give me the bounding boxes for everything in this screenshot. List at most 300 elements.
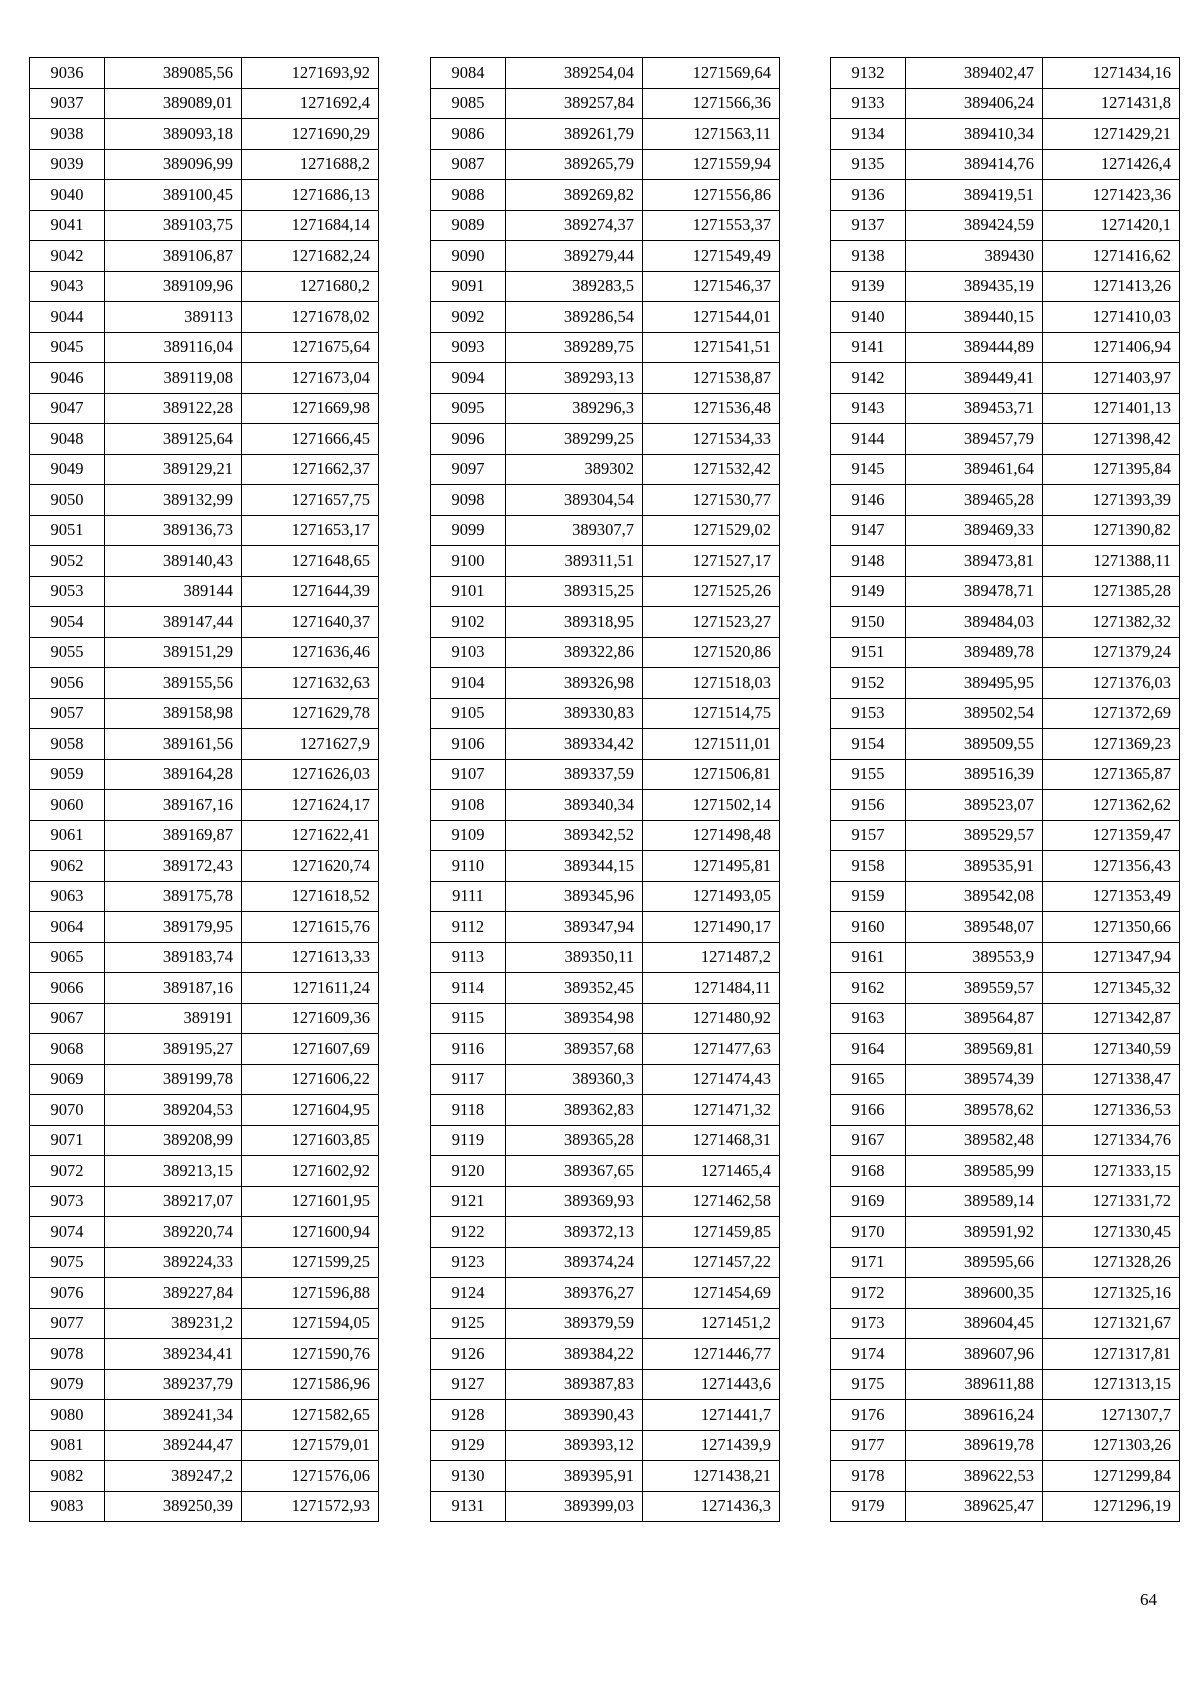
point-number-cell: 9135 [831,149,906,180]
x-coordinate-cell: 389352,45 [506,973,643,1004]
point-number-cell: 9064 [30,912,105,943]
table-row [431,912,780,943]
point-number-cell: 9048 [30,424,105,455]
point-number-cell: 9106 [431,729,506,760]
point-number-cell: 9084 [431,58,506,89]
y-coordinate-cell: 1271468,31 [643,1125,780,1156]
x-coordinate-cell: 389591,92 [906,1217,1043,1248]
point-number-cell: 9104 [431,668,506,699]
y-coordinate-cell: 1271609,36 [242,1003,379,1034]
point-number-cell: 9126 [431,1339,506,1370]
x-coordinate-cell: 389465,28 [906,485,1043,516]
table-row [30,973,379,1004]
table-row [831,1461,1180,1492]
y-coordinate-cell: 1271692,4 [242,88,379,119]
table-row [30,271,379,302]
table-row [431,119,780,150]
table-row [30,1003,379,1034]
x-coordinate-cell: 389151,29 [105,637,242,668]
y-coordinate-cell: 1271296,19 [1043,1491,1180,1522]
y-coordinate-cell: 1271688,2 [242,149,379,180]
y-coordinate-cell: 1271487,2 [643,942,780,973]
x-coordinate-cell: 389122,28 [105,393,242,424]
point-number-cell: 9112 [431,912,506,943]
table-row [831,485,1180,516]
point-number-cell: 9142 [831,363,906,394]
table-row [30,576,379,607]
table-row [30,759,379,790]
x-coordinate-cell: 389589,14 [906,1186,1043,1217]
point-number-cell: 9144 [831,424,906,455]
point-number-cell: 9081 [30,1430,105,1461]
y-coordinate-cell: 1271523,27 [643,607,780,638]
point-number-cell: 9058 [30,729,105,760]
x-coordinate-cell: 389208,99 [105,1125,242,1156]
x-coordinate-cell: 389619,78 [906,1430,1043,1461]
y-coordinate-cell: 1271451,2 [643,1308,780,1339]
point-number-cell: 9075 [30,1247,105,1278]
point-number-cell: 9092 [431,302,506,333]
y-coordinate-cell: 1271529,02 [643,515,780,546]
table-row [831,393,1180,424]
x-coordinate-cell: 389419,51 [906,180,1043,211]
y-coordinate-cell: 1271431,8 [1043,88,1180,119]
point-number-cell: 9161 [831,942,906,973]
table-row [831,1003,1180,1034]
table-row [831,180,1180,211]
x-coordinate-cell: 389564,87 [906,1003,1043,1034]
table-row [831,332,1180,363]
y-coordinate-cell: 1271527,17 [643,546,780,577]
table-row [831,1034,1180,1065]
point-number-cell: 9054 [30,607,105,638]
y-coordinate-cell: 1271317,81 [1043,1339,1180,1370]
y-coordinate-cell: 1271586,96 [242,1369,379,1400]
table-row [431,1156,780,1187]
y-coordinate-cell: 1271525,26 [643,576,780,607]
y-coordinate-cell: 1271362,62 [1043,790,1180,821]
y-coordinate-cell: 1271413,26 [1043,271,1180,302]
x-coordinate-cell: 389622,53 [906,1461,1043,1492]
y-coordinate-cell: 1271576,06 [242,1461,379,1492]
table-row [831,58,1180,89]
point-number-cell: 9149 [831,576,906,607]
y-coordinate-cell: 1271333,15 [1043,1156,1180,1187]
x-coordinate-cell: 389125,64 [105,424,242,455]
point-number-cell: 9073 [30,1186,105,1217]
x-coordinate-cell: 389457,79 [906,424,1043,455]
table-row [831,1156,1180,1187]
table-row [831,698,1180,729]
point-number-cell: 9171 [831,1247,906,1278]
y-coordinate-cell: 1271462,58 [643,1186,780,1217]
point-number-cell: 9036 [30,58,105,89]
point-number-cell: 9140 [831,302,906,333]
point-number-cell: 9085 [431,88,506,119]
table-row [431,668,780,699]
x-coordinate-cell: 389607,96 [906,1339,1043,1370]
table-row [30,1247,379,1278]
y-coordinate-cell: 1271594,05 [242,1308,379,1339]
x-coordinate-cell: 389582,48 [906,1125,1043,1156]
x-coordinate-cell: 389344,15 [506,851,643,882]
y-coordinate-cell: 1271429,21 [1043,119,1180,150]
x-coordinate-cell: 389384,22 [506,1339,643,1370]
x-coordinate-cell: 389274,37 [506,210,643,241]
point-number-cell: 9114 [431,973,506,1004]
y-coordinate-cell: 1271636,46 [242,637,379,668]
table-row [30,1491,379,1522]
y-coordinate-cell: 1271604,95 [242,1095,379,1126]
table-row [831,1308,1180,1339]
y-coordinate-cell: 1271356,43 [1043,851,1180,882]
point-number-cell: 9041 [30,210,105,241]
x-coordinate-cell: 389548,07 [906,912,1043,943]
table-row [831,912,1180,943]
point-number-cell: 9067 [30,1003,105,1034]
x-coordinate-cell: 389286,54 [506,302,643,333]
point-number-cell: 9118 [431,1095,506,1126]
x-coordinate-cell: 389299,25 [506,424,643,455]
x-coordinate-cell: 389109,96 [105,271,242,302]
point-number-cell: 9179 [831,1491,906,1522]
point-number-cell: 9125 [431,1308,506,1339]
y-coordinate-cell: 1271388,11 [1043,546,1180,577]
y-coordinate-cell: 1271640,37 [242,607,379,638]
table-row [431,1186,780,1217]
point-number-cell: 9152 [831,668,906,699]
x-coordinate-cell: 389257,84 [506,88,643,119]
table-row [30,424,379,455]
y-coordinate-cell: 1271532,42 [643,454,780,485]
x-coordinate-cell: 389357,68 [506,1034,643,1065]
x-coordinate-cell: 389374,24 [506,1247,643,1278]
x-coordinate-cell: 389453,71 [906,393,1043,424]
table-row [831,515,1180,546]
page-number: 64 [1140,1590,1157,1609]
y-coordinate-cell: 1271443,6 [643,1369,780,1400]
y-coordinate-cell: 1271607,69 [242,1034,379,1065]
point-number-cell: 9049 [30,454,105,485]
x-coordinate-cell: 389169,87 [105,820,242,851]
point-number-cell: 9176 [831,1400,906,1431]
x-coordinate-cell: 389254,04 [506,58,643,89]
table-row [831,1186,1180,1217]
point-number-cell: 9059 [30,759,105,790]
table-row [431,1125,780,1156]
x-coordinate-cell: 389147,44 [105,607,242,638]
y-coordinate-cell: 1271644,39 [242,576,379,607]
point-number-cell: 9121 [431,1186,506,1217]
point-number-cell: 9102 [431,607,506,638]
x-coordinate-cell: 389350,11 [506,942,643,973]
point-number-cell: 9076 [30,1278,105,1309]
table-row [831,1369,1180,1400]
y-coordinate-cell: 1271401,13 [1043,393,1180,424]
point-number-cell: 9060 [30,790,105,821]
x-coordinate-cell: 389195,27 [105,1034,242,1065]
table-row [431,485,780,516]
x-coordinate-cell: 389116,04 [105,332,242,363]
y-coordinate-cell: 1271520,86 [643,637,780,668]
y-coordinate-cell: 1271669,98 [242,393,379,424]
table-row [30,1339,379,1370]
y-coordinate-cell: 1271690,29 [242,119,379,150]
x-coordinate-cell: 389440,15 [906,302,1043,333]
y-coordinate-cell: 1271684,14 [242,210,379,241]
table-row [431,302,780,333]
x-coordinate-cell: 389347,94 [506,912,643,943]
y-coordinate-cell: 1271410,03 [1043,302,1180,333]
y-coordinate-cell: 1271675,64 [242,332,379,363]
x-coordinate-cell: 389119,08 [105,363,242,394]
x-coordinate-cell: 389155,56 [105,668,242,699]
y-coordinate-cell: 1271653,17 [242,515,379,546]
y-coordinate-cell: 1271511,01 [643,729,780,760]
point-number-cell: 9139 [831,271,906,302]
table-row [431,271,780,302]
table-row [431,88,780,119]
x-coordinate-cell: 389144 [105,576,242,607]
y-coordinate-cell: 1271590,76 [242,1339,379,1370]
y-coordinate-cell: 1271627,9 [242,729,379,760]
x-coordinate-cell: 389542,08 [906,881,1043,912]
point-number-cell: 9045 [30,332,105,363]
point-number-cell: 9109 [431,820,506,851]
table-row [30,241,379,272]
point-number-cell: 9091 [431,271,506,302]
y-coordinate-cell: 1271569,64 [643,58,780,89]
point-number-cell: 9068 [30,1034,105,1065]
y-coordinate-cell: 1271454,69 [643,1278,780,1309]
table-row [30,637,379,668]
point-number-cell: 9162 [831,973,906,1004]
point-number-cell: 9150 [831,607,906,638]
x-coordinate-cell: 389553,9 [906,942,1043,973]
x-coordinate-cell: 389461,64 [906,454,1043,485]
y-coordinate-cell: 1271559,94 [643,149,780,180]
x-coordinate-cell: 389302 [506,454,643,485]
x-coordinate-cell: 389113 [105,302,242,333]
y-coordinate-cell: 1271406,94 [1043,332,1180,363]
table-row [30,546,379,577]
point-number-cell: 9097 [431,454,506,485]
y-coordinate-cell: 1271416,62 [1043,241,1180,272]
x-coordinate-cell: 389495,95 [906,668,1043,699]
x-coordinate-cell: 389265,79 [506,149,643,180]
point-number-cell: 9105 [431,698,506,729]
y-coordinate-cell: 1271398,42 [1043,424,1180,455]
table-row [431,332,780,363]
table-row [831,302,1180,333]
point-number-cell: 9047 [30,393,105,424]
point-number-cell: 9044 [30,302,105,333]
y-coordinate-cell: 1271345,32 [1043,973,1180,1004]
point-number-cell: 9178 [831,1461,906,1492]
table-row [30,363,379,394]
x-coordinate-cell: 389093,18 [105,119,242,150]
y-coordinate-cell: 1271678,02 [242,302,379,333]
x-coordinate-cell: 389473,81 [906,546,1043,577]
point-number-cell: 9083 [30,1491,105,1522]
y-coordinate-cell: 1271693,92 [242,58,379,89]
y-coordinate-cell: 1271648,65 [242,546,379,577]
y-coordinate-cell: 1271602,92 [242,1156,379,1187]
y-coordinate-cell: 1271484,11 [643,973,780,1004]
x-coordinate-cell: 389204,53 [105,1095,242,1126]
x-coordinate-cell: 389199,78 [105,1064,242,1095]
x-coordinate-cell: 389250,39 [105,1491,242,1522]
point-number-cell: 9134 [831,119,906,150]
table-row [30,1064,379,1095]
point-number-cell: 9039 [30,149,105,180]
point-number-cell: 9096 [431,424,506,455]
point-number-cell: 9122 [431,1217,506,1248]
x-coordinate-cell: 389293,13 [506,363,643,394]
y-coordinate-cell: 1271382,32 [1043,607,1180,638]
x-coordinate-cell: 389616,24 [906,1400,1043,1431]
x-coordinate-cell: 389234,41 [105,1339,242,1370]
y-coordinate-cell: 1271477,63 [643,1034,780,1065]
point-number-cell: 9164 [831,1034,906,1065]
point-number-cell: 9042 [30,241,105,272]
x-coordinate-cell: 389367,65 [506,1156,643,1187]
x-coordinate-cell: 389217,07 [105,1186,242,1217]
table-row [831,210,1180,241]
x-coordinate-cell: 389191 [105,1003,242,1034]
table-row [30,1186,379,1217]
y-coordinate-cell: 1271534,33 [643,424,780,455]
y-coordinate-cell: 1271613,33 [242,942,379,973]
point-number-cell: 9078 [30,1339,105,1370]
point-number-cell: 9038 [30,119,105,150]
point-number-cell: 9079 [30,1369,105,1400]
x-coordinate-cell: 389096,99 [105,149,242,180]
y-coordinate-cell: 1271686,13 [242,180,379,211]
x-coordinate-cell: 389444,89 [906,332,1043,363]
point-number-cell: 9137 [831,210,906,241]
y-coordinate-cell: 1271321,67 [1043,1308,1180,1339]
table-row [831,271,1180,302]
y-coordinate-cell: 1271457,22 [643,1247,780,1278]
y-coordinate-cell: 1271342,87 [1043,1003,1180,1034]
table-row [431,881,780,912]
x-coordinate-cell: 389106,87 [105,241,242,272]
table-row [831,149,1180,180]
y-coordinate-cell: 1271330,45 [1043,1217,1180,1248]
point-number-cell: 9056 [30,668,105,699]
table-row [431,1247,780,1278]
point-number-cell: 9172 [831,1278,906,1309]
y-coordinate-cell: 1271657,75 [242,485,379,516]
y-coordinate-cell: 1271579,01 [242,1430,379,1461]
y-coordinate-cell: 1271385,28 [1043,576,1180,607]
table-row [30,1217,379,1248]
point-number-cell: 9177 [831,1430,906,1461]
y-coordinate-cell: 1271379,24 [1043,637,1180,668]
point-number-cell: 9046 [30,363,105,394]
x-coordinate-cell: 389179,95 [105,912,242,943]
point-number-cell: 9160 [831,912,906,943]
point-number-cell: 9103 [431,637,506,668]
table-row [831,454,1180,485]
x-coordinate-cell: 389402,47 [906,58,1043,89]
point-number-cell: 9063 [30,881,105,912]
y-coordinate-cell: 1271626,03 [242,759,379,790]
y-coordinate-cell: 1271582,65 [242,1400,379,1431]
table-row [431,149,780,180]
point-number-cell: 9167 [831,1125,906,1156]
table-row [831,1430,1180,1461]
x-coordinate-cell: 389269,82 [506,180,643,211]
table-row [431,1461,780,1492]
table-row [30,515,379,546]
y-coordinate-cell: 1271441,7 [643,1400,780,1431]
y-coordinate-cell: 1271618,52 [242,881,379,912]
table-row [30,790,379,821]
table-row [431,546,780,577]
y-coordinate-cell: 1271563,11 [643,119,780,150]
x-coordinate-cell: 389390,43 [506,1400,643,1431]
x-coordinate-cell: 389161,56 [105,729,242,760]
point-number-cell: 9100 [431,546,506,577]
point-number-cell: 9138 [831,241,906,272]
x-coordinate-cell: 389345,96 [506,881,643,912]
table-row [831,1491,1180,1522]
table-row [431,393,780,424]
point-number-cell: 9082 [30,1461,105,1492]
point-number-cell: 9131 [431,1491,506,1522]
y-coordinate-cell: 1271662,37 [242,454,379,485]
point-number-cell: 9120 [431,1156,506,1187]
point-number-cell: 9154 [831,729,906,760]
x-coordinate-cell: 389387,83 [506,1369,643,1400]
y-coordinate-cell: 1271493,05 [643,881,780,912]
point-number-cell: 9069 [30,1064,105,1095]
x-coordinate-cell: 389379,59 [506,1308,643,1339]
point-number-cell: 9163 [831,1003,906,1034]
x-coordinate-cell: 389585,99 [906,1156,1043,1187]
x-coordinate-cell: 389279,44 [506,241,643,272]
point-number-cell: 9051 [30,515,105,546]
y-coordinate-cell: 1271347,94 [1043,942,1180,973]
x-coordinate-cell: 389136,73 [105,515,242,546]
point-number-cell: 9098 [431,485,506,516]
table-row [831,1400,1180,1431]
y-coordinate-cell: 1271325,16 [1043,1278,1180,1309]
x-coordinate-cell: 389489,78 [906,637,1043,668]
table-row [431,363,780,394]
y-coordinate-cell: 1271372,69 [1043,698,1180,729]
x-coordinate-cell: 389600,35 [906,1278,1043,1309]
y-coordinate-cell: 1271518,03 [643,668,780,699]
table-row [831,607,1180,638]
x-coordinate-cell: 389296,3 [506,393,643,424]
y-coordinate-cell: 1271603,85 [242,1125,379,1156]
table-row [431,1034,780,1065]
x-coordinate-cell: 389158,98 [105,698,242,729]
point-number-cell: 9108 [431,790,506,821]
y-coordinate-cell: 1271426,4 [1043,149,1180,180]
y-coordinate-cell: 1271338,47 [1043,1064,1180,1095]
point-number-cell: 9101 [431,576,506,607]
y-coordinate-cell: 1271474,43 [643,1064,780,1095]
y-coordinate-cell: 1271624,17 [242,790,379,821]
point-number-cell: 9124 [431,1278,506,1309]
table-row [831,546,1180,577]
point-number-cell: 9074 [30,1217,105,1248]
point-number-cell: 9093 [431,332,506,363]
